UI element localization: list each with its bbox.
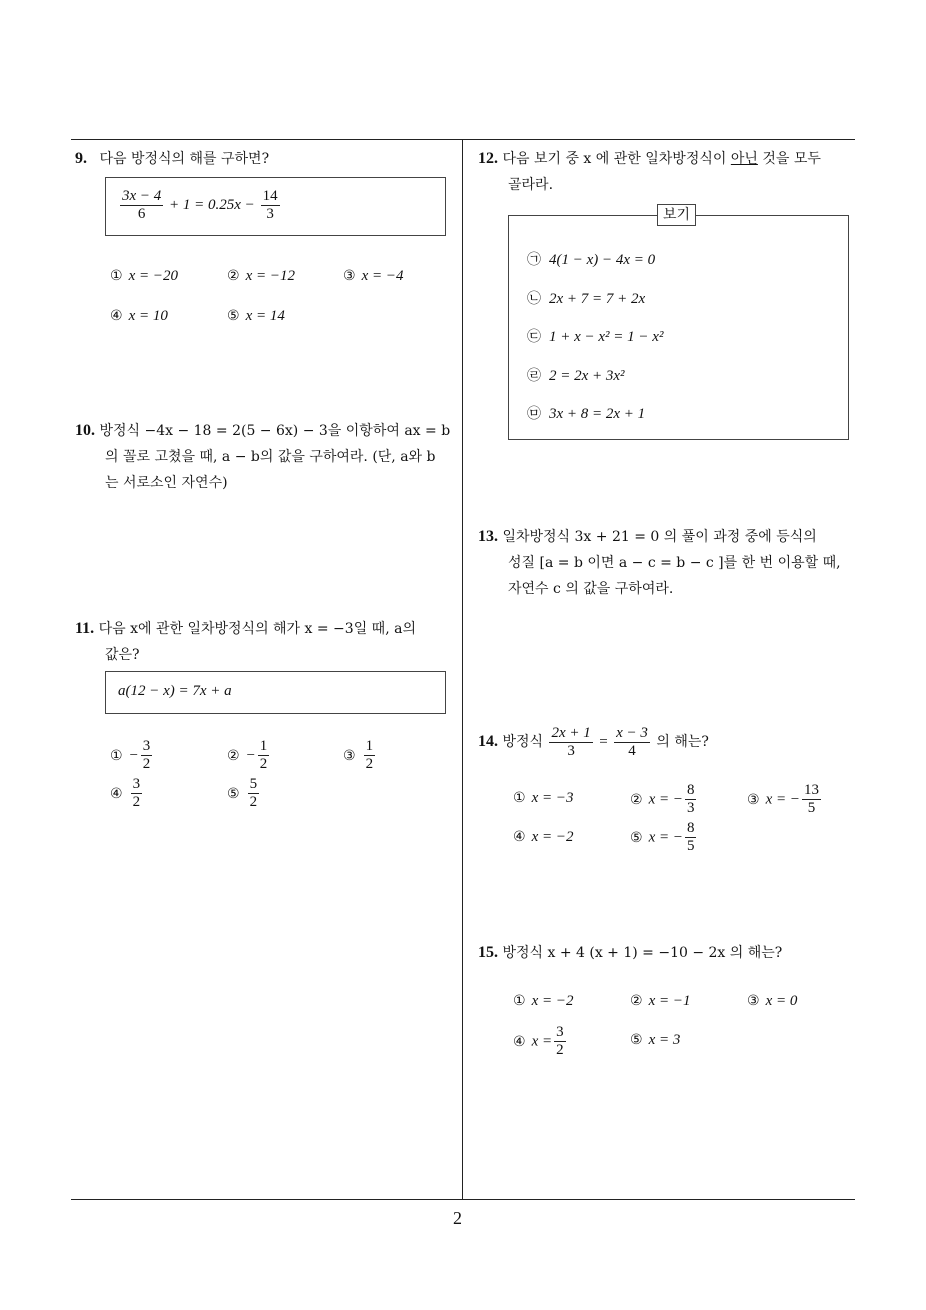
- q11-option-4[interactable]: ④ $\frac{3}{2}$: [110, 776, 141, 810]
- question-number: 10.: [75, 422, 95, 439]
- question-text-line: 골라라.: [508, 177, 554, 193]
- question-15: [478, 940, 782, 966]
- question-text-line: 자연수 c 의 값을 구하여라.: [508, 581, 674, 597]
- q9-equation: $\frac{3x - 4}{6}$ + 1 = 0.25x − $\frac{14}{3}$: [122, 188, 278, 222]
- question-text-line: 성질 [a = b 이면 a − c = b − c ]를 한 번 이용할 때,: [508, 555, 841, 571]
- boki-item-5: ㉤ 3x + 8 = 2x + 1: [527, 406, 646, 422]
- question-number: 13.: [478, 528, 498, 545]
- question-9: [75, 146, 269, 172]
- question-text: 의 해는?: [656, 734, 709, 750]
- boki-item-1: ㉠ 4(1 − x) − 4x = 0: [527, 252, 656, 268]
- q9-option-1[interactable]: ① x = −20: [110, 268, 178, 284]
- question-number: 12.: [478, 150, 498, 167]
- question-text: 것을 모두: [762, 151, 821, 167]
- question-text: 다음 보기 중 x 에 관한 일차방정식이: [502, 151, 727, 167]
- q11-equation-box: [105, 671, 446, 714]
- question-text: 방정식 x + 4 (x + 1) = −10 − 2x 의 해는?: [502, 945, 783, 961]
- q9-equation-box: [105, 177, 446, 236]
- question-12: [478, 146, 863, 198]
- q11-option-1[interactable]: ① − $\frac{3}{2}$: [110, 738, 151, 772]
- q11-equation: a(12 − x) = 7x + a: [118, 683, 232, 699]
- q14-option-5[interactable]: ⑤ x = − $\frac{8}{5}$: [630, 820, 695, 854]
- q9-option-4[interactable]: ④ x = 10: [110, 308, 168, 324]
- question-10: [75, 418, 460, 496]
- q14-option-2[interactable]: ② x = − $\frac{8}{3}$: [630, 782, 695, 816]
- question-number: 15.: [478, 944, 498, 961]
- column-divider: [462, 139, 463, 1200]
- q11-option-2[interactable]: ② − $\frac{1}{2}$: [227, 738, 268, 772]
- bottom-rule: [71, 1199, 855, 1200]
- question-text-line: 값은?: [105, 647, 140, 663]
- q14-option-3[interactable]: ③ x = − $\frac{13}{5}$: [747, 782, 819, 816]
- question-11: [75, 616, 460, 668]
- question-text-line: 일차방정식 3x + 21 = 0 의 풀이 과정 중에 등식의: [502, 529, 817, 545]
- question-14: 14. 방정식 $\frac{2x + 1}{3}$ = $\frac{x - 3}{4}$ 의 해는?: [478, 724, 709, 759]
- q9-option-3[interactable]: ③ x = −4: [343, 268, 404, 284]
- question-text-line: 는 서로소인 자연수): [105, 475, 228, 491]
- q9-option-5[interactable]: ⑤ x = 14: [227, 308, 285, 324]
- top-rule: [71, 139, 855, 140]
- q15-option-2[interactable]: ② x = −1: [630, 993, 691, 1009]
- q14-fraction-left: $\frac{2x + 1}{3}$: [551, 724, 591, 759]
- question-13: [478, 524, 863, 602]
- q15-option-1[interactable]: ① x = −2: [513, 993, 574, 1009]
- q14-fraction-right: $\frac{x - 3}{4}$: [616, 724, 648, 759]
- q14-option-4[interactable]: ④ x = −2: [513, 829, 574, 845]
- question-text-line: 다음 x에 관한 일차방정식의 해가 x = −3일 때, a의: [98, 621, 416, 637]
- question-text-line: 방정식 −4x − 18 = 2(5 − 6x) − 3을 이항하여 ax = b: [99, 423, 451, 439]
- question-text: 방정식: [502, 734, 544, 750]
- question-number: 9.: [75, 150, 87, 167]
- q9-option-2[interactable]: ② x = −12: [227, 268, 295, 284]
- boki-item-3: ㉢ 1 + x − x² = 1 − x²: [527, 329, 664, 345]
- question-number: 11.: [75, 620, 95, 637]
- q14-option-1[interactable]: ① x = −3: [513, 790, 574, 806]
- boki-item-4: ㉣ 2 = 2x + 3x²: [527, 368, 625, 384]
- q15-option-5[interactable]: ⑤ x = 3: [630, 1032, 681, 1048]
- q15-option-3[interactable]: ③ x = 0: [747, 993, 798, 1009]
- q15-option-4[interactable]: ④ x = $\frac{3}{2}$: [513, 1024, 564, 1058]
- question-text: 다음 방정식의 해를 구하면?: [99, 151, 270, 167]
- q11-option-5[interactable]: ⑤ $\frac{5}{2}$: [227, 776, 258, 810]
- boki-item-2: ㉡ 2x + 7 = 7 + 2x: [527, 291, 646, 307]
- question-text-line: 의 꼴로 고쳤을 때, a − b의 값을 구하여라. (단, a와 b: [105, 449, 436, 465]
- page-number: 2: [453, 1208, 462, 1228]
- boki-label: 보기: [657, 204, 696, 226]
- q11-option-3[interactable]: ③ $\frac{1}{2}$: [343, 738, 374, 772]
- question-number: 14.: [478, 733, 498, 750]
- underlined-word: 아닌: [730, 151, 758, 167]
